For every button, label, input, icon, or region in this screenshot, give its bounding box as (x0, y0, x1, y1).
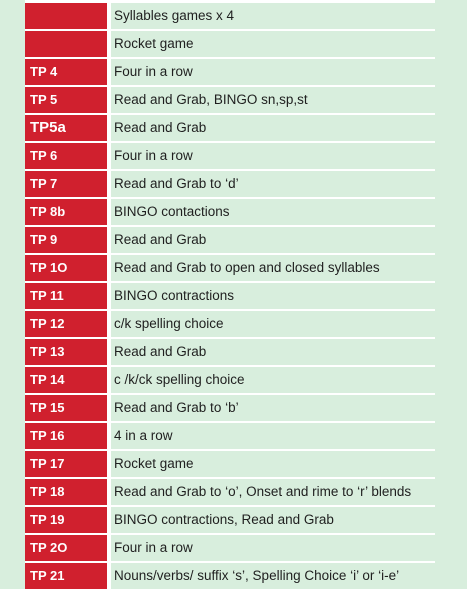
row-activity: BINGO contactions (111, 199, 435, 225)
row-code: TP 1O (25, 255, 107, 281)
row-code: TP 7 (25, 171, 107, 197)
activity-table (25, 3, 435, 591)
row-activity: Read and Grab (111, 115, 435, 141)
table-row (25, 171, 435, 197)
table-row (25, 31, 435, 57)
left-margin-strip (0, 0, 25, 589)
row-code: TP 2O (25, 535, 107, 561)
row-code: TP 9 (25, 227, 107, 253)
row-activity: Rocket game (111, 451, 435, 477)
table-row (25, 423, 435, 449)
table-row (25, 255, 435, 281)
row-activity: Syllables games x 4 (111, 3, 435, 29)
table-row (25, 59, 435, 85)
row-activity: Read and Grab to ‘o’, Onset and rime to ‘r’ blends (111, 479, 435, 505)
row-code: TP 5 (25, 87, 107, 113)
table-row (25, 199, 435, 225)
table-row (25, 311, 435, 337)
row-code (25, 3, 107, 29)
row-activity: Read and Grab (111, 227, 435, 253)
row-code: TP 21 (25, 563, 107, 589)
row-activity: Nouns/verbs/ suffix ‘s’, Spelling Choice ‘i’ or ‘i-e’ (111, 563, 435, 589)
right-margin-strip (435, 0, 467, 589)
row-activity: BINGO contractions (111, 283, 435, 309)
row-activity: Four in a row (111, 143, 435, 169)
row-code: TP 19 (25, 507, 107, 533)
row-activity: Four in a row (111, 535, 435, 561)
row-code: TP5a (25, 115, 107, 141)
row-code: TP 12 (25, 311, 107, 337)
table-row (25, 451, 435, 477)
table-row (25, 87, 435, 113)
row-activity: c/k spelling choice (111, 311, 435, 337)
row-activity: BINGO contractions, Read and Grab (111, 507, 435, 533)
table-row (25, 339, 435, 365)
table-row (25, 143, 435, 169)
row-code (25, 31, 107, 57)
table-row (25, 227, 435, 253)
row-activity: Read and Grab to open and closed syllables (111, 255, 435, 281)
row-activity: Four in a row (111, 59, 435, 85)
row-code: TP 4 (25, 59, 107, 85)
row-activity: Read and Grab (111, 339, 435, 365)
table-row (25, 283, 435, 309)
row-activity: Read and Grab to ‘d’ (111, 171, 435, 197)
row-code: TP 13 (25, 339, 107, 365)
table-row (25, 563, 435, 589)
table-row (25, 115, 435, 141)
row-code: TP 15 (25, 395, 107, 421)
row-code: TP 17 (25, 451, 107, 477)
row-code: TP 8b (25, 199, 107, 225)
table-row (25, 367, 435, 393)
table-row (25, 535, 435, 561)
row-code: TP 16 (25, 423, 107, 449)
row-activity: Rocket game (111, 31, 435, 57)
row-code: TP 18 (25, 479, 107, 505)
row-code: TP 6 (25, 143, 107, 169)
row-code: TP 14 (25, 367, 107, 393)
table-row (25, 479, 435, 505)
table-row (25, 507, 435, 533)
row-activity: c /k/ck spelling choice (111, 367, 435, 393)
row-activity: Read and Grab, BINGO sn,sp,st (111, 87, 435, 113)
table-row (25, 395, 435, 421)
row-code: TP 11 (25, 283, 107, 309)
table-row (25, 3, 435, 29)
row-activity: Read and Grab to ‘b’ (111, 395, 435, 421)
row-activity: 4 in a row (111, 423, 435, 449)
